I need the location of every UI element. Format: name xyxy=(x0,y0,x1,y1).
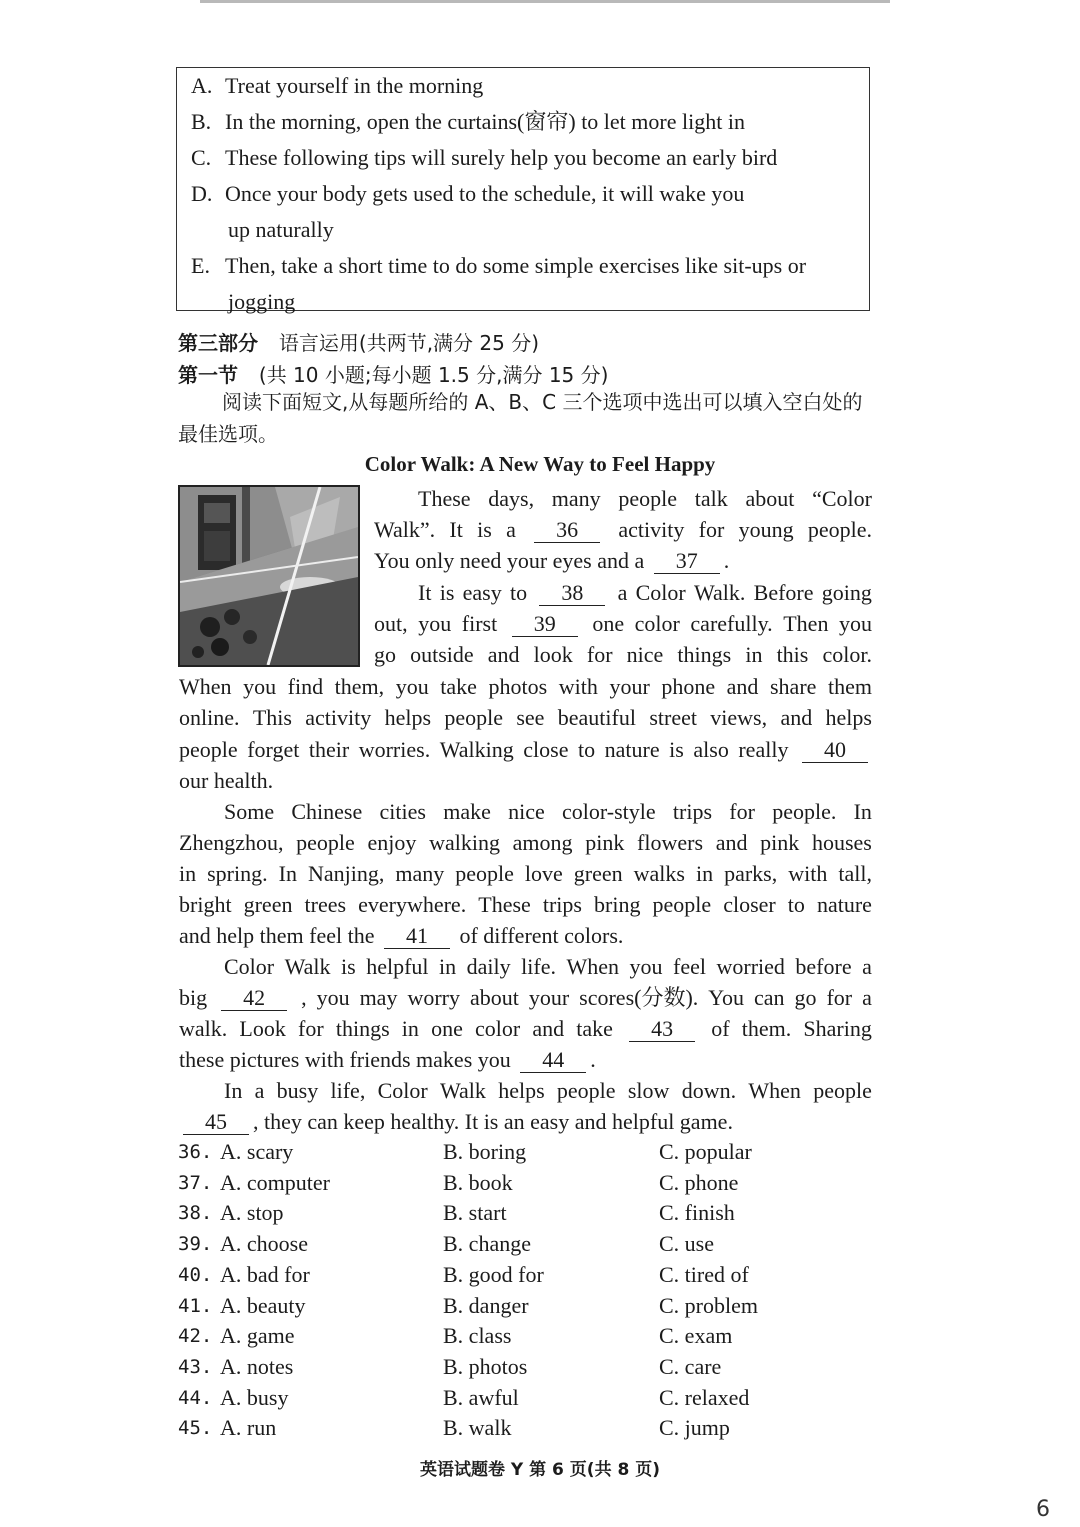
passage-word: see xyxy=(516,705,545,730)
option-text-continued: jogging xyxy=(228,289,296,314)
passage-word: helpful xyxy=(366,954,429,979)
passage-word: about xyxy=(469,985,519,1010)
passage-word: people xyxy=(296,830,355,855)
option-e xyxy=(191,248,855,314)
passage-word: “Color xyxy=(812,486,872,511)
option-text: Then, take a short time to do some simple exercises like sit-ups or xyxy=(225,253,807,278)
passage-word: Color xyxy=(224,954,275,979)
passage-word: Walking xyxy=(439,737,514,762)
passage-line xyxy=(179,858,872,889)
passage-word: outside xyxy=(410,642,474,667)
passage-line xyxy=(179,827,872,858)
passage-word: In xyxy=(853,799,872,824)
passage-word: Look xyxy=(239,1016,286,1041)
passage-word: people xyxy=(652,892,712,917)
passage-word: trips xyxy=(672,799,713,824)
passage-word: a xyxy=(617,580,628,605)
passage-line xyxy=(179,734,872,765)
answer-blank: 45 xyxy=(183,1110,249,1135)
passage-line xyxy=(418,577,872,608)
passage-word: for xyxy=(729,799,755,824)
answer-blank: 39 xyxy=(512,612,578,637)
question-number: 38. xyxy=(178,1202,213,1225)
choice-b: B. danger xyxy=(443,1292,529,1318)
choice-b: B. start xyxy=(443,1200,507,1226)
passage-text: and help them feel the xyxy=(179,923,380,948)
passage-word: feel xyxy=(673,954,706,979)
passage-word: take xyxy=(440,674,477,699)
passage-word: a xyxy=(506,517,516,542)
choice-b: B. good for xyxy=(443,1261,544,1287)
passage-word: this xyxy=(776,642,809,667)
passage-text: our health. xyxy=(179,768,274,793)
passage-word: , xyxy=(301,985,307,1010)
passage-word: life. xyxy=(521,954,556,979)
section-heading xyxy=(178,359,608,388)
passage-word: carefully. xyxy=(690,611,773,636)
passage-word: and xyxy=(726,674,759,699)
passage-word: helps xyxy=(498,1078,545,1103)
answer-blank: 44 xyxy=(520,1048,586,1073)
option-letter: C. xyxy=(191,145,212,170)
passage-word: bring xyxy=(594,892,641,917)
passage-word: people xyxy=(444,705,504,730)
choice-b: B. boring xyxy=(443,1139,527,1164)
passage-word: walk. xyxy=(179,1016,228,1041)
passage-word: scores(分数). xyxy=(579,985,699,1010)
option-letter: B. xyxy=(191,109,212,134)
choice-a: A. run xyxy=(220,1415,277,1441)
passage-word: flowers xyxy=(637,830,704,855)
passage-line xyxy=(224,1075,872,1106)
passage-word: This xyxy=(252,705,292,730)
passage-word: go xyxy=(794,985,817,1010)
passage-word: out, xyxy=(374,611,408,636)
answer-blank: 42 xyxy=(221,986,287,1011)
passage-word: forget xyxy=(247,737,300,762)
passage-word: street xyxy=(649,705,697,730)
passage-word: walks xyxy=(633,861,685,886)
choice-b: B. photos xyxy=(443,1353,528,1379)
passage-word: among xyxy=(512,830,573,855)
passage-word: may xyxy=(359,985,398,1010)
passage-word: make xyxy=(443,799,491,824)
passage-word: you xyxy=(629,954,663,979)
passage-word: people xyxy=(179,737,238,762)
passage-word: talk xyxy=(694,486,728,511)
passage-word: cities xyxy=(379,799,426,824)
choice-b: B. change xyxy=(443,1231,531,1257)
passage-word: one xyxy=(431,1016,463,1041)
instructions: 阅读下面短文,从每题所给的 A、B、C 三个选项中选出可以填入空白处的最佳选项。 xyxy=(178,390,863,446)
choice-a: A. bad for xyxy=(220,1261,310,1287)
choice-a: A. scary xyxy=(220,1139,294,1164)
passage-word: first xyxy=(461,611,498,636)
page-number: 6 xyxy=(1036,1497,1050,1522)
passage-word: color. xyxy=(822,642,872,667)
choice-a: A. game xyxy=(220,1323,295,1349)
passage-word: to xyxy=(578,737,596,762)
choice-a: A. stop xyxy=(220,1200,284,1226)
passage-word: Walk”. xyxy=(374,517,436,542)
passage-word: Walk. xyxy=(694,580,746,605)
passage-word: you xyxy=(418,611,452,636)
passage-word: you xyxy=(839,611,872,636)
passage-line xyxy=(179,889,872,920)
passage-word: down. xyxy=(681,1078,737,1103)
passage-text: , they can keep healthy. It is an easy and helpful game. xyxy=(253,1109,733,1134)
part-title: 第三部分 xyxy=(178,331,258,355)
passage-word: photos xyxy=(488,674,548,699)
passage-word: closer xyxy=(723,892,776,917)
passage-line xyxy=(374,608,872,639)
passage-word: for xyxy=(698,517,725,542)
street-photo xyxy=(178,485,360,667)
passage-word: green xyxy=(243,892,293,917)
passage-word: Sharing xyxy=(803,1016,872,1041)
passage-word: go xyxy=(374,642,396,667)
passage-word: in xyxy=(745,642,763,667)
passage-word: pink xyxy=(760,830,800,855)
passage-word: in xyxy=(695,861,714,886)
question-number: 42. xyxy=(178,1325,213,1348)
passage-line xyxy=(374,514,872,545)
passage-word: color-style xyxy=(562,799,656,824)
passage-word: spring. xyxy=(207,861,268,886)
passage-word: You xyxy=(708,985,744,1010)
passage-word: green xyxy=(573,861,623,886)
choice-c: C. tired of xyxy=(659,1261,749,1287)
passage-word: with xyxy=(558,674,598,699)
passage-word: nice xyxy=(508,799,545,824)
question-number: 45. xyxy=(178,1417,213,1440)
passage-word: a xyxy=(862,954,872,979)
passage-word: nature xyxy=(816,892,872,917)
passage-line xyxy=(179,982,872,1013)
passage-word: walking xyxy=(429,830,500,855)
choice-c: C. phone xyxy=(659,1169,739,1195)
choice-c: C. problem xyxy=(659,1292,758,1318)
passage-word: and xyxy=(715,830,748,855)
passage-line xyxy=(179,1013,872,1044)
passage-title: Color Walk: A New Way to Feel Happy xyxy=(364,452,716,476)
passage-word: activity xyxy=(305,705,372,730)
passage-word: parks, xyxy=(724,861,778,886)
passage-word: things xyxy=(677,642,732,667)
passage-word: and xyxy=(780,705,813,730)
passage-word: them xyxy=(827,674,872,699)
passage-word: worry xyxy=(407,985,460,1010)
option-letter: A. xyxy=(191,73,213,98)
passage-word: When xyxy=(179,674,232,699)
passage-word: nature xyxy=(604,737,660,762)
choice-c: C. care xyxy=(659,1353,722,1379)
passage-word: and xyxy=(532,1016,565,1041)
passage-word: busy xyxy=(276,1078,319,1103)
passage-word: people xyxy=(455,861,514,886)
answer-blank: 41 xyxy=(384,924,450,949)
passage-word: people. xyxy=(772,799,837,824)
passage-word: Walk xyxy=(440,1078,486,1103)
passage-word: views, xyxy=(710,705,768,730)
passage-line xyxy=(224,951,872,982)
passage-word: houses xyxy=(811,830,872,855)
choice-b: B. class xyxy=(443,1323,512,1349)
passage-word: worried xyxy=(716,954,785,979)
passage-word: daily xyxy=(466,954,511,979)
choice-c: C. jump xyxy=(659,1415,730,1441)
passage-word: for xyxy=(586,642,613,667)
passage-text: these pictures with friends makes you xyxy=(179,1047,517,1072)
passage-text: . xyxy=(723,548,730,573)
passage-word: Walk xyxy=(284,954,331,979)
passage-word: Then xyxy=(783,611,829,636)
passage-word: When xyxy=(566,954,620,979)
passage-line xyxy=(179,1044,596,1075)
passage-word: many xyxy=(551,486,601,511)
passage-word: In xyxy=(278,861,297,886)
passage-word: people. xyxy=(807,517,872,542)
question-number: 43. xyxy=(178,1355,213,1378)
answer-blank: 40 xyxy=(802,738,868,763)
passage-word: These xyxy=(418,486,471,511)
section-description: (共 10 小题;每小题 1.5 分,满分 15 分) xyxy=(258,363,609,387)
passage-word: them, xyxy=(334,674,385,699)
passage-word: Chinese xyxy=(291,799,363,824)
passage-word: Color xyxy=(377,1078,428,1103)
passage-text: You only need your eyes and a xyxy=(374,548,650,573)
answer-blank: 38 xyxy=(539,581,605,606)
passage-word: before xyxy=(795,954,852,979)
passage-word: one xyxy=(592,611,625,636)
passage-line xyxy=(179,671,872,702)
passage-word: in xyxy=(401,1016,419,1041)
passage-word: find xyxy=(287,674,324,699)
passage-word: bright xyxy=(179,892,232,917)
question-number: 41. xyxy=(178,1294,213,1317)
passage-word: activity xyxy=(618,517,685,542)
passage-word: them. xyxy=(741,1016,792,1041)
passage-word: for xyxy=(298,1016,324,1041)
option-text: Treat yourself in the morning xyxy=(225,73,484,98)
passage-word: helps xyxy=(384,705,432,730)
passage-word: It xyxy=(418,580,432,605)
choice-c: C. finish xyxy=(659,1200,735,1226)
passage-word: your xyxy=(609,674,650,699)
passage-line xyxy=(374,639,872,670)
option-text-continued: up naturally xyxy=(228,217,334,242)
choice-a: A. beauty xyxy=(220,1292,306,1318)
passage-word: nice xyxy=(626,642,664,667)
passage-word: online. xyxy=(179,705,240,730)
option-text: In the morning, open the curtains(窗帘) to let more light in xyxy=(225,109,745,134)
passage-word: big xyxy=(179,985,208,1010)
passage-word: days, xyxy=(488,486,535,511)
part-heading xyxy=(178,327,539,356)
passage-word: Before xyxy=(753,580,814,605)
section-title: 第一节 xyxy=(178,363,238,387)
passage-word: enjoy xyxy=(367,830,417,855)
passage-word: a xyxy=(254,1078,265,1103)
passage-word: worries. xyxy=(358,737,431,762)
passage-word: about xyxy=(745,486,795,511)
passage-word: Color xyxy=(635,580,686,605)
passage-word: tall, xyxy=(838,861,872,886)
passage-word: you xyxy=(316,985,350,1010)
passage-word: trips xyxy=(542,892,582,917)
choice-b: B. book xyxy=(443,1169,513,1195)
passage-word: in xyxy=(439,954,457,979)
passage-word: take xyxy=(576,1016,613,1041)
passage-word: you xyxy=(395,674,429,699)
passage-word: trees xyxy=(304,892,347,917)
passage-word: going xyxy=(821,580,872,605)
passage-word: also xyxy=(693,737,729,762)
passage-word: of xyxy=(711,1016,730,1041)
answer-blank: 36 xyxy=(534,518,600,543)
option-d xyxy=(191,176,855,242)
choice-b: B. awful xyxy=(443,1384,519,1410)
option-letter: D. xyxy=(191,181,213,206)
passage-text: . xyxy=(590,1047,596,1072)
choice-c: C. exam xyxy=(659,1323,733,1349)
choice-a: A. busy xyxy=(220,1384,289,1410)
option-b xyxy=(191,104,855,140)
question-number: 39. xyxy=(178,1233,213,1256)
passage-word: everywhere. xyxy=(358,892,467,917)
choice-c: C. popular xyxy=(659,1139,752,1164)
passage-word: to xyxy=(509,580,528,605)
passage-word: people xyxy=(556,1078,616,1103)
passage-word: is xyxy=(439,580,455,605)
question-number: 37. xyxy=(178,1171,213,1194)
passage-word: Some xyxy=(224,799,275,824)
passage-word: easy xyxy=(462,580,502,605)
question-number: 40. xyxy=(178,1263,213,1286)
passage-word: a xyxy=(862,985,872,1010)
choice-c: C. relaxed xyxy=(659,1384,750,1410)
passage-word: love xyxy=(524,861,563,886)
passage-word: really xyxy=(738,737,789,762)
passage-word: can xyxy=(753,985,785,1010)
passage-word: phone xyxy=(661,674,716,699)
options-box xyxy=(176,67,870,314)
passage-word: color xyxy=(634,611,680,636)
passage-word: It xyxy=(449,517,463,542)
passage-word: their xyxy=(308,737,350,762)
scan-top-edge xyxy=(200,0,890,3)
passage-word: beautiful xyxy=(557,705,636,730)
choice-a: A. choose xyxy=(220,1231,308,1257)
passage-word: look xyxy=(533,642,573,667)
passage-word: close xyxy=(523,737,569,762)
passage-word: for xyxy=(826,985,853,1010)
passage-text: of different colors. xyxy=(453,923,624,948)
option-text: Once your body gets used to the schedule, it will wake you xyxy=(225,181,745,206)
photo-collage-image xyxy=(180,487,358,665)
passage-line xyxy=(179,1106,733,1137)
passage-word: many xyxy=(395,861,445,886)
passage-word: is xyxy=(669,737,684,762)
passage-word: These xyxy=(478,892,531,917)
passage-line xyxy=(374,545,729,576)
option-c xyxy=(191,140,855,176)
passage-word: is xyxy=(477,517,492,542)
answer-blank: 37 xyxy=(654,549,720,574)
passage-word: helps xyxy=(825,705,872,730)
choice-a: A. computer xyxy=(220,1169,330,1195)
passage-line xyxy=(179,765,273,796)
page-footer: 英语试题卷 Y 第 6 页(共 8 页) xyxy=(419,1460,661,1480)
passage-word: Zhengzhou, xyxy=(179,830,284,855)
passage-word: life, xyxy=(330,1078,366,1103)
passage-word: people xyxy=(618,486,678,511)
passage-line xyxy=(224,796,872,827)
passage-word: and xyxy=(487,642,520,667)
passage-line xyxy=(179,702,872,733)
question-number: 44. xyxy=(178,1386,213,1409)
passage-word: you xyxy=(243,674,277,699)
choice-c: C. use xyxy=(659,1231,714,1257)
passage-word: people xyxy=(813,1078,872,1103)
choice-a: A. notes xyxy=(220,1353,294,1379)
question-number: 36. xyxy=(178,1141,213,1163)
passage-word: to xyxy=(787,892,805,917)
passage-word: share xyxy=(770,674,817,699)
passage-word: pink xyxy=(585,830,625,855)
passage-word: in xyxy=(179,861,197,886)
passage-word: Nanjing, xyxy=(307,861,385,886)
passage-line xyxy=(179,920,623,951)
passage-word: young xyxy=(738,517,794,542)
choice-b: B. walk xyxy=(443,1415,512,1441)
passage-word: your xyxy=(528,985,570,1010)
passage-word: with xyxy=(788,861,828,886)
option-a xyxy=(191,68,855,104)
passage-word: When xyxy=(748,1078,801,1103)
option-text: These following tips will surely help you become an early bird xyxy=(225,145,778,170)
part-description: 语言运用(共两节,满分 25 分) xyxy=(278,331,540,355)
passage-word: is xyxy=(341,954,356,979)
passage-word: color xyxy=(475,1016,521,1041)
option-letter: E. xyxy=(191,253,210,278)
passage-line xyxy=(418,483,872,514)
passage-word: things xyxy=(335,1016,390,1041)
passage-word: slow xyxy=(627,1078,670,1103)
passage-word: In xyxy=(224,1078,243,1103)
answer-blank: 43 xyxy=(629,1017,695,1042)
